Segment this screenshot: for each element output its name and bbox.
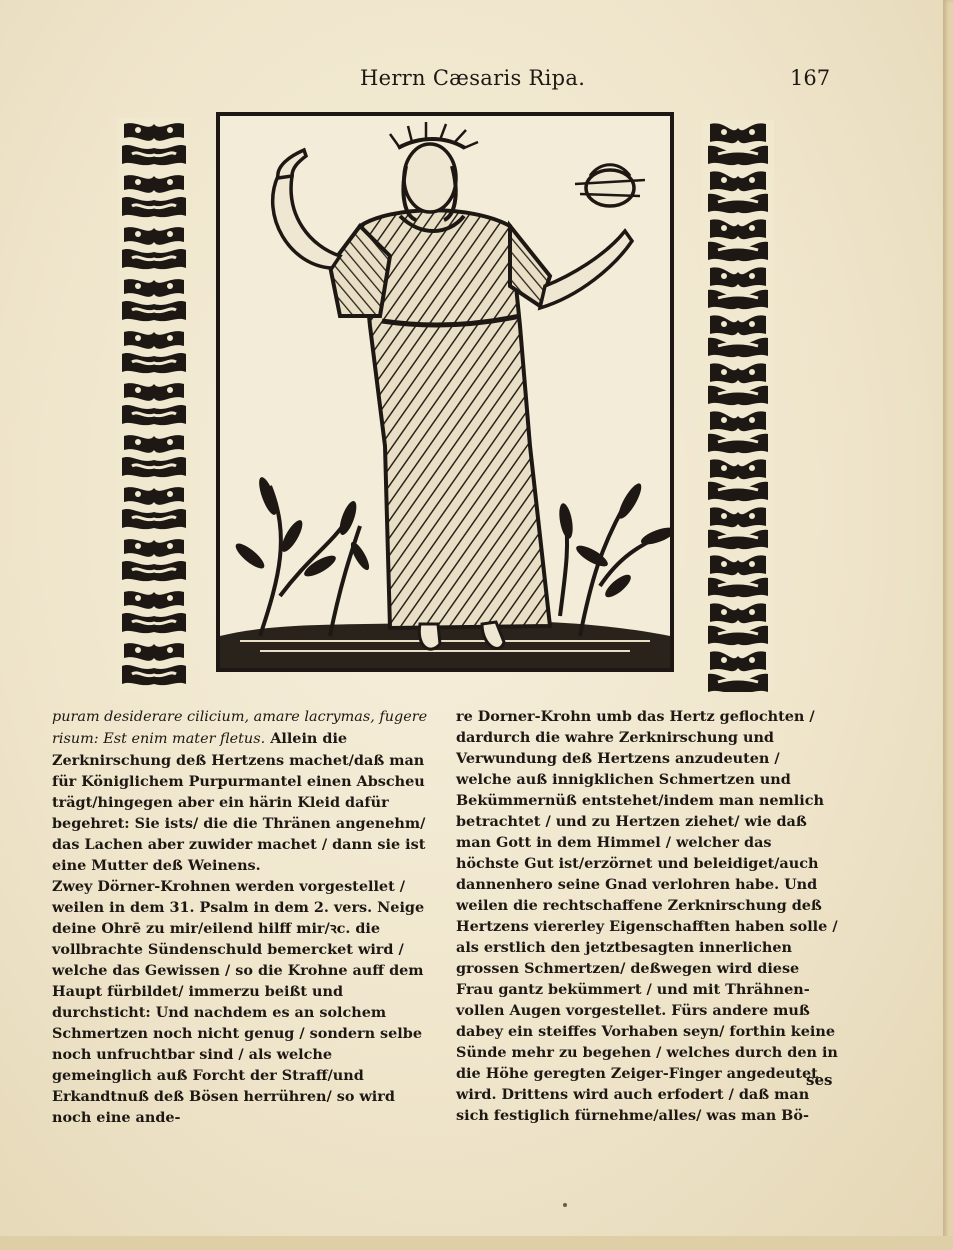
woodcut-figure-contrition-icon (220, 116, 670, 668)
running-title: Herrn Cæsaris Ripa. (360, 66, 586, 90)
paragraph-1-text: Allein die Zerknirschung deß Hertzens machet/daß man für Königlichem Purpurmantel einen Abscheu trägt/hingegen aber ein härin Kleid dafür begehret: Sie ists/ die die Thränen angenehm/ das Lachen aber zuwider machet / dann sie ist eine Mutter deß Weinens. (52, 730, 426, 874)
ornamental-border-left-icon (118, 118, 190, 690)
ornamental-border-right-icon (702, 120, 774, 692)
catchword: ses (806, 1071, 833, 1089)
page-edge-bottom (0, 1236, 953, 1250)
page-edge-right (943, 0, 953, 1250)
text-column-right (456, 706, 838, 1126)
woodcut-illustration (216, 112, 674, 672)
latin-quote-line-2: risum: Est enim mater fletus. (52, 731, 266, 747)
page-number: 167 (790, 66, 831, 90)
paper-speck (563, 1203, 567, 1207)
latin-quote-line-1: puram desiderare cilicium, amare lacrymas, fugere (52, 709, 428, 725)
right-column-text: re Dorner-Krohn umb das Hertz geflochten / dardurch die wahre Zerknirschung und Verwundung deß Hertzens anzudeuten / welche auß innigklichen Schmertzen und Bekümmernüß entstehet/indem man nemlich betrachtet / und zu Hertzen ziehet/ wie daß man Gott in dem Himmel / welcher das höchste Gut ist/erzörnet und beleidiget/auch dannenhero seine Gnad verlohren habe. Und weilen die rechtschaffene Zerknirschung deß Hertzens viererley Eigenschafften haben solle / als erstlich den jetztbesagten innerlichen grossen Schmertzen/ deßwegen wird diese Frau gantz bekümmert / und mit Thrähnen-vollen Augen vorgestellet. Fürs andere muß dabey ein steiffes Vorhaben seyn/ forthin keine Sünde mehr zu begehen / welches durch den in die Höhe geregten Zeiger-Finger angedeutet wird. Drittens wird auch erfodert / daß man sich festiglich fürnehme/alles/ was man Bö- (456, 708, 838, 1124)
paragraph-2-text: Zwey Dörner-Krohnen werden vorgestellet / weilen in dem 31. Psalm in dem 2. vers. Neige deine Ohrē zu mir/eilend hilff mir/ꝛc. die vollbrachte Sündenschuld bemercket wird / welche das Gewissen / so die Krohne auff dem Haupt fürbildet/ immerzu beißt und durchsticht: Und nachdem es an solchem Schmertzen noch nicht genug / sondern selbe noch unfruchtbar sind / als welche gemeinglich auß Forcht der Straff/und Erkandtnuß deß Bösen herrühren/ so wird noch eine ande- (52, 878, 425, 1126)
text-column-left (52, 706, 430, 1128)
